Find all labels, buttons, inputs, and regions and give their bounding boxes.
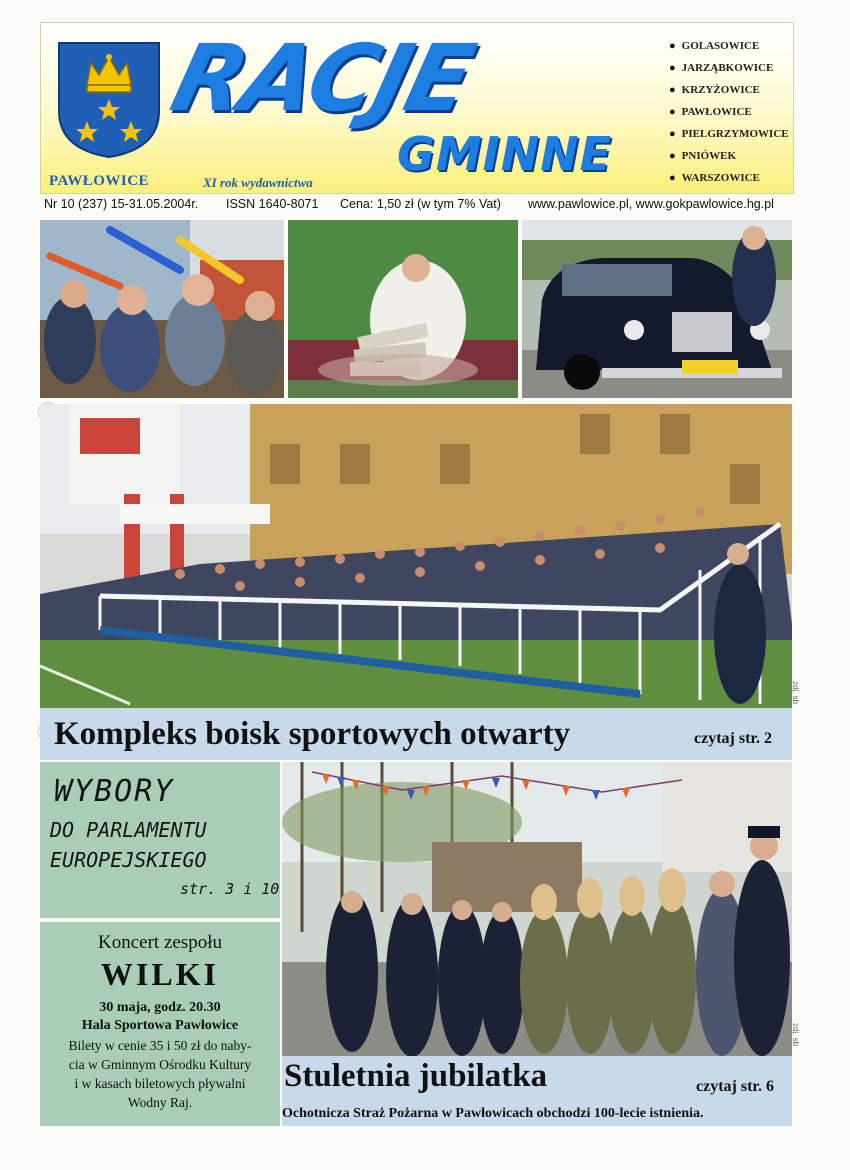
village-item: ● WARSZOWICE [669, 171, 789, 193]
photo-credit: zdj. sb [791, 680, 801, 705]
town-name: PAWŁOWICE [49, 173, 150, 189]
jubilee-headline: Stuletnia jubilatka [284, 1058, 548, 1094]
concert-label: Koncert zespołu [98, 932, 222, 953]
concert-date: 30 maja, godz. 20.30 [99, 1000, 221, 1015]
elections-line3: EUROPEJSKIEGO [50, 848, 207, 872]
photo-kids-with-horns [40, 220, 284, 398]
concert-tickets-line: i w kasach biletowych pływalni [74, 1076, 246, 1091]
coat-of-arms-icon [57, 41, 161, 159]
elections-line2: DO PARLAMENTU [50, 818, 207, 842]
elections-title: WYBORY [54, 774, 175, 809]
village-item: ● PAWŁOWICE [669, 105, 789, 127]
village-item: ● GOLASOWICE [669, 39, 789, 61]
village-item: ● PNIÓWEK [669, 149, 789, 171]
photo-vintage-car [522, 220, 792, 398]
concert-box [40, 922, 280, 1126]
edition-year: XI rok wydawnictwa [203, 175, 313, 190]
photo-karate-brick-break [288, 220, 518, 398]
newspaper-logo-sub: GMINNE [397, 127, 613, 181]
village-item: ● JARZĄBKOWICE [669, 61, 789, 83]
issue-info-bar [40, 194, 792, 216]
photo-credit: zdj. sb [791, 1022, 801, 1047]
concert-band: WILKI [100, 956, 220, 992]
concert-tickets-line: Bilety w cenie 35 i 50 zł do naby- [68, 1038, 252, 1053]
elections-box [40, 762, 280, 918]
village-item: ● KRZYŻOWICE [669, 83, 789, 105]
concert-venue: Hala Sportowa Pawłowice [81, 1018, 239, 1033]
issn: ISSN 1640-8071 [226, 197, 319, 211]
jubilee-read-more[interactable]: czytaj str. 6 [696, 1078, 775, 1095]
photo-fire-brigade-ceremony [282, 762, 792, 1056]
masthead [40, 22, 794, 194]
sports-headline: Kompleks boisk sportowych otwarty [54, 716, 571, 752]
sports-read-more[interactable]: czytaj str. 2 [694, 730, 773, 747]
photo-sports-complex-stands [40, 404, 792, 708]
newspaper-logo-main: RACJE [161, 25, 483, 132]
issue-number: Nr 10 (237) 15-31.05.2004r. [44, 197, 199, 211]
sports-headline-band [40, 708, 792, 760]
village-item: ● PIELGRZYMOWICE [669, 127, 789, 149]
price: Cena: 1,50 zł (w tym 7% Vat) [340, 197, 501, 211]
village-list [669, 39, 789, 193]
elections-pages[interactable]: str. 3 i 10 [180, 880, 280, 898]
concert-tickets-line: cia w Gminnym Ośrodku Kultury [68, 1057, 252, 1072]
websites[interactable]: www.pawlowice.pl, www.gokpawlowice.hg.pl [528, 197, 774, 211]
concert-tickets-line: Wodny Raj. [127, 1095, 193, 1110]
jubilee-headline-band [282, 1056, 792, 1126]
jubilee-subheadline: Ochotnicza Straż Pożarna w Pawłowicach obchodzi 100-lecie istnienia. [282, 1106, 704, 1121]
